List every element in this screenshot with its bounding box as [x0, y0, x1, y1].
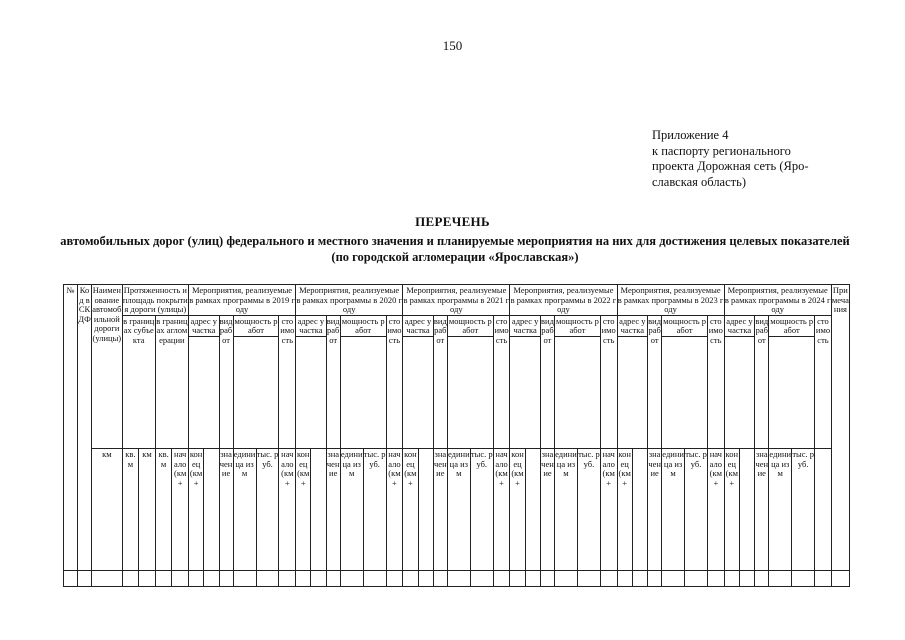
empty-cell — [204, 570, 219, 586]
col-capacity-2021: мощность работ — [448, 315, 492, 336]
empty-cell — [493, 570, 510, 586]
empty-cell — [831, 570, 849, 586]
col-unit-2022-text: единица изм — [555, 448, 577, 479]
empty-cell — [403, 570, 418, 586]
col-start-2024 — [708, 448, 725, 570]
col-start-2022-text: начало (км+ — [495, 448, 508, 488]
empty-cell — [92, 570, 123, 586]
empty-cell — [769, 570, 792, 586]
col-unit-2024-text: единица изм — [769, 448, 792, 479]
document-title: ПЕРЕЧЕНЬ — [415, 214, 490, 229]
col-cost-2021-text: стоимость — [494, 315, 509, 345]
col-capacity-2022: мощность работ — [555, 315, 599, 336]
col-address-2022: адрес участка — [510, 315, 541, 336]
col-unit-2024 — [769, 448, 792, 570]
col-start-2024-text: начало (км+ — [709, 448, 723, 488]
col-rub-2023-text: тыс. руб. — [685, 448, 707, 469]
empty-cell — [510, 570, 525, 586]
col-unit-2023 — [662, 448, 685, 570]
col-capacity-2023: мощность работ — [663, 315, 707, 336]
empty-cell — [433, 570, 447, 586]
col-year-group-2019: Мероприятия, реализуемые в рамках программы в 2019 году — [189, 285, 295, 315]
col-value-2023 — [648, 448, 662, 570]
col-capacity-2024: мощность работ — [770, 315, 814, 336]
col-address-2020: адрес участка — [296, 315, 327, 336]
col-road-name — [92, 285, 123, 449]
empty-cell — [311, 570, 326, 586]
col-address-space-2024 — [724, 336, 755, 448]
col-work-type-2024-text: вид работ — [755, 315, 769, 345]
empty-cell — [233, 570, 256, 586]
unit-sqm-subject — [122, 448, 139, 570]
col-start-2023 — [600, 448, 617, 570]
empty-cell — [632, 570, 647, 586]
col-work-type-2019 — [219, 315, 233, 448]
empty-cell — [470, 570, 493, 586]
col-address-space-2023 — [617, 336, 648, 448]
empty-cell — [815, 570, 832, 586]
empty-cell — [792, 570, 815, 586]
col-end-2020-text: конец (км+ — [296, 448, 310, 488]
col-length-subject: в границах субъекта — [122, 315, 155, 448]
col-rub-2022-text: тыс. руб. — [578, 448, 600, 469]
col-cost-2021 — [493, 315, 510, 448]
empty-cell — [155, 570, 172, 586]
empty-cell — [724, 570, 739, 586]
empty-cell — [279, 570, 296, 586]
empty-cell — [685, 570, 708, 586]
col-capacity-space-2024 — [769, 336, 815, 448]
col-cost-2023-text: стоимость — [708, 315, 723, 345]
empty-cell — [418, 570, 433, 586]
empty-cell — [540, 570, 554, 586]
col-address-space-2020 — [296, 336, 327, 448]
col-cost-2022-text: стоимость — [601, 315, 616, 345]
col-work-type-2021-text: вид работ — [433, 315, 447, 345]
empty-cell — [525, 570, 540, 586]
col-cost-2022 — [600, 315, 617, 448]
col-value-2023-text: значение — [648, 448, 661, 479]
unit-km-agglomeration-text: км — [142, 448, 152, 459]
col-cost-2024 — [815, 315, 832, 448]
unit-sqm-subject-text: кв.м — [125, 448, 136, 469]
empty-cell — [340, 570, 363, 586]
appendix-line-1: Приложение 4 — [652, 128, 729, 142]
col-unit-2021 — [447, 448, 470, 570]
col-rub-2023 — [685, 448, 708, 570]
appendix-line-2: к паспорту регионального — [652, 143, 791, 158]
appendix-line-4: славская область) — [652, 174, 746, 189]
empty-cell — [172, 570, 189, 586]
empty-cell — [554, 570, 577, 586]
empty-cell — [648, 570, 662, 586]
empty-cell — [363, 570, 386, 586]
col-work-type-2019-text: вид работ — [219, 315, 233, 345]
col-address-2023: адрес участка — [617, 315, 648, 336]
empty-cell — [122, 570, 139, 586]
empty-cell — [447, 570, 470, 586]
unit-km-subject — [92, 448, 123, 570]
col-address-2024: адрес участка — [724, 315, 755, 336]
col-start-2020-text: начало (км+ — [281, 448, 294, 488]
col-rub-2019-text: тыс. руб. — [256, 448, 279, 469]
empty-cell — [755, 570, 769, 586]
unit-sqm-agglomeration — [155, 448, 172, 570]
col-value-2020-text: значение — [326, 448, 340, 479]
col-address-space-2022 — [510, 336, 541, 448]
col-capacity-space-2021 — [447, 336, 493, 448]
col-unit-2022 — [554, 448, 577, 570]
empty-cell — [139, 570, 156, 586]
col-capacity-space-2019 — [233, 336, 279, 448]
col-value-2019 — [219, 448, 233, 570]
col-work-type-2022 — [540, 315, 554, 448]
col-number — [64, 285, 78, 571]
col-cost-2024-text: стоимость — [815, 315, 831, 345]
col-value-2024-text: значение — [755, 448, 769, 479]
col-start-2021 — [386, 448, 403, 570]
col-cost-2019-text: стоимость — [280, 315, 295, 345]
col-cost-2020-text: стоимость — [387, 315, 402, 345]
col-end-2024 — [724, 448, 739, 570]
col-year-group-2023: Мероприятия, реализуемые в рамках программы в 2023 году — [617, 285, 724, 315]
col-capacity-space-2020 — [340, 336, 386, 448]
col-unit-2021-text: единица изм — [448, 448, 470, 479]
col-start-2019-text: начало (км+ — [173, 448, 187, 488]
col-skdf-code — [78, 285, 92, 571]
col-year-group-2022: Мероприятия, реализуемые в рамках программы в 2022 году — [510, 285, 617, 315]
unit-sqm-agglomeration-text: кв.м — [158, 448, 169, 469]
roads-table — [63, 284, 850, 587]
col-work-type-empty-2019 — [204, 448, 219, 570]
col-number-text: № — [66, 285, 75, 295]
appendix-note — [652, 128, 852, 190]
col-end-2021-text: конец (км+ — [404, 448, 417, 488]
empty-cell — [296, 570, 311, 586]
col-work-type-2023-text: вид работ — [648, 315, 662, 345]
col-address-space-2021 — [403, 336, 434, 448]
col-notes — [831, 285, 849, 571]
col-value-2024 — [755, 448, 769, 570]
col-start-2020 — [279, 448, 296, 570]
empty-cell — [577, 570, 600, 586]
empty-cell — [600, 570, 617, 586]
empty-cell — [662, 570, 685, 586]
col-work-type-2020 — [326, 315, 340, 448]
col-work-type-empty-2022 — [525, 448, 540, 570]
col-year-group-2020: Мероприятия, реализуемые в рамках программы в 2020 году — [296, 285, 402, 315]
col-value-2021 — [433, 448, 447, 570]
col-rub-2021 — [470, 448, 493, 570]
col-rub-2024-text: тыс. руб. — [792, 448, 815, 469]
col-year-group-2024: Мероприятия, реализуемые в рамках программы в 2024 году — [724, 285, 831, 315]
empty-cell — [326, 570, 340, 586]
col-skdf-code-text: Код в СКДФ — [78, 285, 91, 324]
col-rub-2024 — [792, 448, 815, 570]
col-value-2021-text: значение — [434, 448, 447, 479]
col-rub-2020-text: тыс. руб. — [363, 448, 386, 469]
col-start-2019 — [172, 448, 189, 570]
col-cost-2023 — [708, 315, 725, 448]
col-year-group-2021: Мероприятия, реализуемые в рамках программы в 2021 году — [403, 285, 510, 315]
col-end-2022-text: конец (км+ — [511, 448, 524, 488]
empty-cell — [386, 570, 403, 586]
col-notes-text: Примечания — [831, 285, 849, 315]
empty-cell — [64, 570, 78, 586]
col-end-2021 — [403, 448, 418, 570]
col-end-2024-text: конец (км+ — [725, 448, 739, 488]
col-end-2022 — [510, 448, 525, 570]
empty-cell — [219, 570, 233, 586]
col-road-name-text: Наименование автомобильной дороги (улицы) — [92, 285, 122, 343]
col-cost-2020 — [386, 315, 403, 448]
col-work-type-empty-2021 — [418, 448, 433, 570]
col-end-2020 — [296, 448, 311, 570]
col-value-2022-text: значение — [541, 448, 554, 479]
col-rub-2021-text: тыс. руб. — [470, 448, 493, 469]
empty-cell — [708, 570, 725, 586]
col-work-type-2022-text: вид работ — [541, 315, 554, 345]
unit-km-subject-text: км — [102, 448, 112, 459]
col-address-space-2019 — [188, 336, 219, 448]
col-unit-2020-text: единица изм — [340, 448, 363, 479]
col-unit-2020 — [340, 448, 363, 570]
col-unit-2023-text: единица изм — [662, 448, 684, 479]
appendix-line-3: проекта Дорожная сеть (Яро- — [652, 159, 809, 173]
col-capacity-2019: мощность работ — [234, 315, 278, 336]
col-rub-2019 — [256, 448, 279, 570]
col-value-2022 — [540, 448, 554, 570]
col-capacity-space-2023 — [662, 336, 708, 448]
empty-cell — [739, 570, 754, 586]
col-rub-2020 — [363, 448, 386, 570]
empty-cell — [617, 570, 632, 586]
col-start-2022 — [493, 448, 510, 570]
unit-km-agglomeration — [139, 448, 156, 570]
col-value-2020 — [326, 448, 340, 570]
col-start-2021-text: начало (км+ — [388, 448, 401, 488]
col-address-2021: адрес участка — [403, 315, 434, 336]
col-unit-2019-text: единица изм — [233, 448, 256, 479]
col-start-2023-text: начало (км+ — [602, 448, 615, 488]
col-work-type-empty-2024 — [739, 448, 754, 570]
col-end-2019-text: конец (км+ — [189, 448, 203, 488]
col-work-type-2024 — [755, 315, 769, 448]
empty-cell — [188, 570, 203, 586]
col-value-2019-text: значение — [219, 448, 233, 479]
col-capacity-space-2022 — [554, 336, 600, 448]
col-address-2019: адрес участка — [188, 315, 219, 336]
col-work-type-2020-text: вид работ — [326, 315, 340, 345]
empty-cell — [256, 570, 279, 586]
col-end-2023-text: конец (км+ — [618, 448, 631, 488]
col-work-type-2023 — [648, 315, 662, 448]
col-cost-2019 — [279, 315, 296, 448]
col-work-type-empty-2023 — [632, 448, 647, 570]
col-capacity-2020: мощность работ — [341, 315, 385, 336]
col-end-2019 — [188, 448, 203, 570]
col-length-agglomeration: в границах агломерации — [155, 315, 188, 448]
col-rub-2022 — [577, 448, 600, 570]
col-unit-2019 — [233, 448, 256, 570]
document-subtitle: автомобильных дорог (улиц) федерального и местного значения и планируемые мероприятия на них для достижения целевых показателей (по городской агломерации «Ярославская») — [60, 234, 850, 264]
col-length-area: Протяженность и площадь покрытия дороги (улицы) — [122, 285, 188, 315]
empty-cell — [78, 570, 92, 586]
col-work-type-2021 — [433, 315, 447, 448]
page-number: 150 — [442, 38, 463, 53]
col-end-2023 — [617, 448, 632, 570]
col-work-type-empty-2020 — [311, 448, 326, 570]
